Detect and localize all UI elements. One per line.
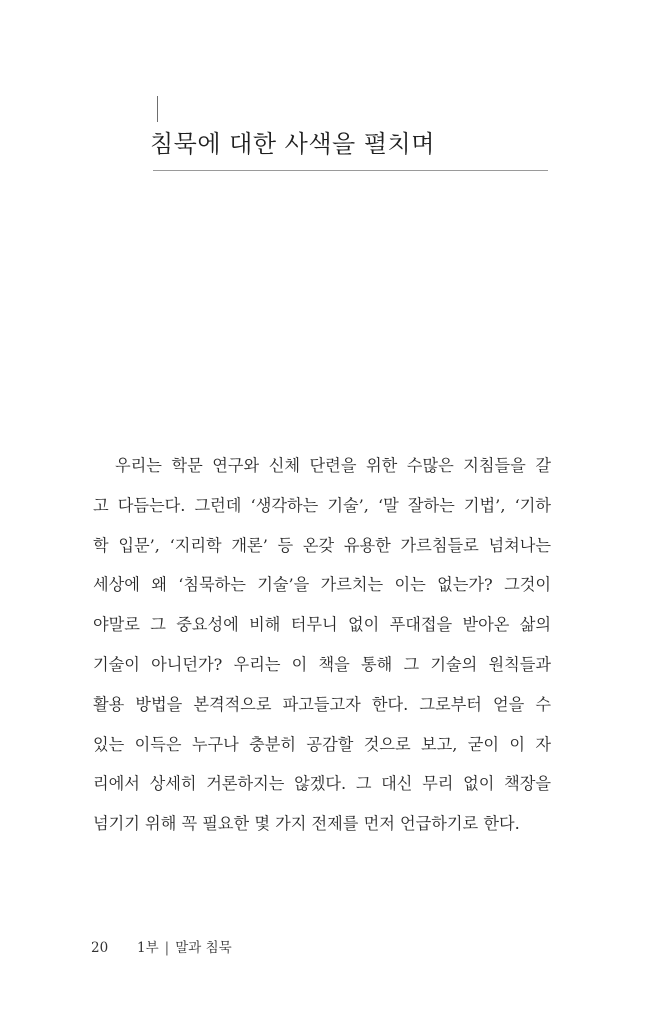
body-line-6: 기술이 아니던가? 우리는 이 책을 통해 그 기술의 원칙들과 — [93, 654, 551, 674]
body-line-1: 우리는 학문 연구와 신체 단련을 위한 수많은 지침들을 갈 — [115, 456, 551, 475]
page-number: 20 — [91, 940, 109, 956]
chapter-title: 침묵에 대한 사색을 펼치며 — [150, 130, 435, 158]
running-head-part: 1부 — [137, 940, 159, 956]
body-line-10: 넘기기 위해 꼭 필요한 몇 가지 전제를 먼저 언급하기로 한다. — [93, 814, 520, 834]
body-line-5: 야말로 그 중요성에 비해 터무니 없이 푸대접을 받아온 삶의 — [93, 615, 551, 635]
body-line-3: 학 입문’, ‘지리학 개론’ 등 온갖 유용한 가르침들로 넘쳐나는 — [93, 535, 551, 555]
running-head-separator: | — [164, 940, 170, 956]
body-line-7: 활용 방법을 본격적으로 파고들고자 한다. 그로부터 얻을 수 — [93, 694, 551, 714]
title-vertical-rule — [157, 96, 158, 122]
body-line-8: 있는 이득은 누구나 충분히 공감할 것으로 보고, 굳이 이 자 — [93, 734, 551, 754]
body-line-4: 세상에 왜 ‘침묵하는 기술’을 가르치는 이는 없는가? 그것이 — [93, 575, 551, 595]
body-line-2: 고 다듬는다. 그런데 ‘생각하는 기술’, ‘말 잘하는 기법’, ‘기하 — [93, 495, 551, 515]
title-horizontal-rule — [153, 170, 548, 171]
page-footer — [91, 938, 232, 958]
body-line-9: 리에서 상세히 거론하지는 않겠다. 그 대신 무리 없이 책장을 — [93, 774, 551, 794]
body-paragraph — [93, 446, 551, 844]
running-head-section: 말과 침묵 — [175, 940, 232, 956]
